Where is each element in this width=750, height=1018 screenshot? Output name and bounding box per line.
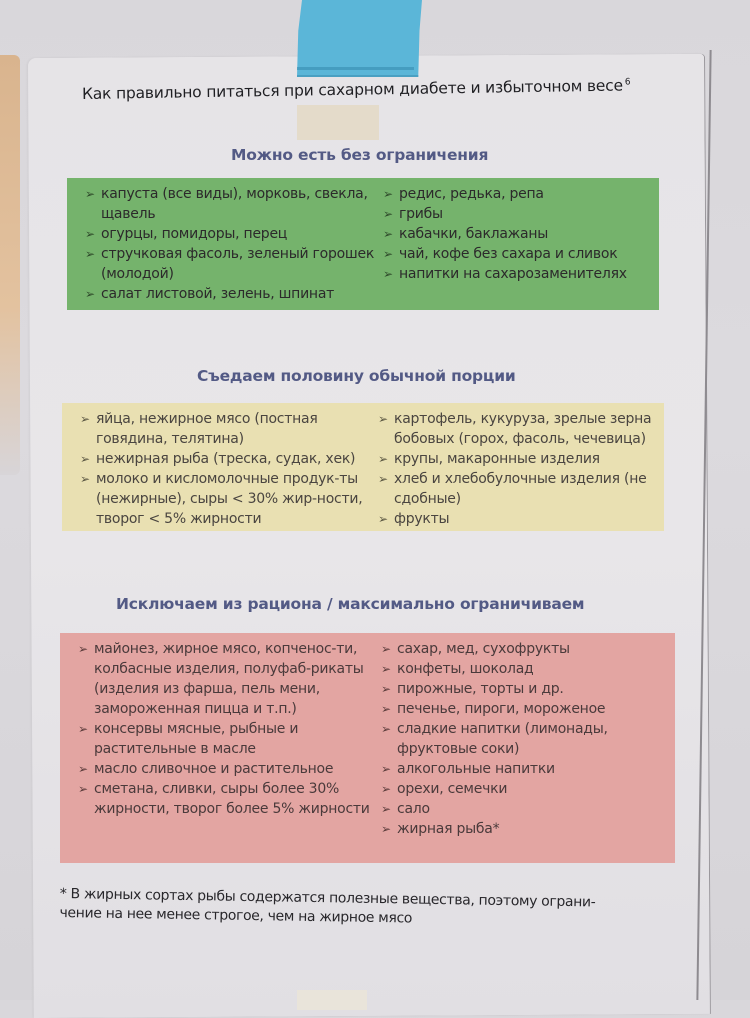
list-item (80, 409, 378, 449)
footnote (59, 885, 700, 933)
arrowhead-bullet-icon: ➢ (383, 227, 393, 241)
list-item (85, 184, 383, 224)
section-box-unlimited (67, 178, 659, 310)
list-item-text: фрукты (394, 511, 450, 527)
list-item-text: чай, кофе без сахара и сливок (399, 246, 618, 262)
section-heading-half-portion: Съедаем половину обычной порции (197, 367, 516, 385)
list-item (383, 224, 649, 244)
list-item (381, 639, 665, 659)
list-item (381, 699, 665, 719)
list-item-text: яйца, нежирное мясо (постная говядина, телятина) (96, 411, 318, 447)
arrowhead-bullet-icon: ➢ (378, 452, 388, 466)
list-item (78, 759, 381, 779)
list-item (85, 224, 383, 244)
list-item-text: сметана, сливки, сыры более 30% жирности, творог более 5% жирности (94, 781, 370, 817)
list-item (378, 449, 654, 469)
list-right-exclude (381, 639, 665, 857)
list-item-text: пирожные, торты и др. (397, 681, 564, 697)
list-item-text: алкогольные напитки (397, 761, 555, 777)
arrowhead-bullet-icon: ➢ (378, 512, 388, 526)
list-item (78, 779, 381, 819)
list-left-half-portion (80, 409, 378, 525)
list-item-text: консервы мясные, рыбные и растительные в масле (94, 721, 299, 757)
arrowhead-bullet-icon: ➢ (85, 287, 95, 301)
list-item-text: майонез, жирное мясо, копченос-ти, колбасные изделия, полуфаб-рикаты (изделия из фарша, пель мени, замороженная пицца и т.п.) (94, 641, 364, 717)
arrowhead-bullet-icon: ➢ (381, 722, 391, 736)
arrowhead-bullet-icon: ➢ (80, 472, 90, 486)
list-item (78, 639, 381, 719)
list-item (378, 409, 654, 449)
list-item-text: стручковая фасоль, зеленый горошек (молодой) (101, 246, 375, 282)
arrowhead-bullet-icon: ➢ (78, 782, 88, 796)
arrowhead-bullet-icon: ➢ (381, 682, 391, 696)
list-item (80, 449, 378, 469)
arrowhead-bullet-icon: ➢ (80, 452, 90, 466)
arrowhead-bullet-icon: ➢ (80, 412, 90, 426)
list-item (381, 719, 665, 759)
list-item-text: крупы, макаронные изделия (394, 451, 600, 467)
section-heading-exclude: Исключаем из рациона / максимально ограничиваем (116, 595, 585, 613)
list-item-text: кабачки, баклажаны (399, 226, 549, 242)
arrowhead-bullet-icon: ➢ (381, 762, 391, 776)
arrowhead-bullet-icon: ➢ (383, 247, 393, 261)
arrowhead-bullet-icon: ➢ (85, 247, 95, 261)
arrowhead-bullet-icon: ➢ (78, 642, 88, 656)
list-item-text: напитки на сахарозаменителях (399, 266, 627, 282)
list-left-exclude (78, 639, 381, 857)
list-item-text: конфеты, шоколад (397, 661, 534, 677)
footnote-line-1: * В жирных сортах рыбы содержатся полезные вещества, поэтому ограни- (59, 885, 596, 911)
list-item (381, 679, 665, 699)
list-item-text: картофель, кукуруза, зрелые зерна бобовых (горох, фасоль, чечевица) (394, 411, 652, 447)
list-item-text: хлеб и хлебобулочные изделия (не сдобные) (394, 471, 647, 507)
list-left-unlimited (85, 184, 383, 304)
arrowhead-bullet-icon: ➢ (381, 782, 391, 796)
arrowhead-bullet-icon: ➢ (85, 187, 95, 201)
arrowhead-bullet-icon: ➢ (383, 267, 393, 281)
section-heading-unlimited: Можно есть без ограничения (231, 146, 489, 164)
section-box-half-portion (62, 403, 664, 531)
arrowhead-bullet-icon: ➢ (383, 187, 393, 201)
arrowhead-bullet-icon: ➢ (381, 642, 391, 656)
list-item-text: огурцы, помидоры, перец (101, 226, 288, 242)
list-item (381, 779, 665, 799)
arrowhead-bullet-icon: ➢ (78, 762, 88, 776)
list-item-text: сало (397, 801, 430, 817)
list-item-text: сахар, мед, сухофрукты (397, 641, 570, 657)
section-box-exclude (60, 633, 675, 863)
list-item-text: молоко и кисломолочные продук-ты (нежирные), сыры < 30% жир-ности, творог < 5% жирности (96, 471, 363, 527)
list-item (383, 184, 649, 204)
list-item (381, 819, 665, 839)
list-item (378, 469, 654, 509)
list-item-text: капуста (все виды), морковь, свекла, щавель (101, 186, 368, 222)
document-title-text: Как правильно питаться при сахарном диабете и избыточном весе (81, 76, 623, 103)
list-item (381, 659, 665, 679)
document-title (82, 76, 682, 103)
arrowhead-bullet-icon: ➢ (381, 662, 391, 676)
list-item-text: салат листовой, зелень, шпинат (101, 286, 335, 302)
arrowhead-bullet-icon: ➢ (383, 207, 393, 221)
arrowhead-bullet-icon: ➢ (85, 227, 95, 241)
list-item (381, 759, 665, 779)
arrowhead-bullet-icon: ➢ (378, 412, 388, 426)
list-item-text: грибы (399, 206, 443, 222)
list-item (80, 469, 378, 529)
list-right-half-portion (378, 409, 654, 525)
arrowhead-bullet-icon: ➢ (378, 472, 388, 486)
list-item (85, 244, 383, 284)
arrowhead-bullet-icon: ➢ (78, 722, 88, 736)
list-item (78, 719, 381, 759)
arrowhead-bullet-icon: ➢ (381, 702, 391, 716)
footnote-reference: 6 (624, 77, 631, 88)
list-item-text: редис, редька, репа (399, 186, 544, 202)
list-item (383, 264, 649, 284)
list-item (378, 509, 654, 529)
list-item-text: печенье, пироги, мороженое (397, 701, 606, 717)
list-item-text: нежирная рыба (треска, судак, хек) (96, 451, 356, 467)
list-item-text: орехи, семечки (397, 781, 508, 797)
arrowhead-bullet-icon: ➢ (381, 802, 391, 816)
list-item (381, 799, 665, 819)
list-item (85, 284, 383, 304)
arrowhead-bullet-icon: ➢ (381, 822, 391, 836)
list-item-text: жирная рыба* (397, 821, 500, 837)
list-item-text: масло сливочное и растительное (94, 761, 334, 777)
list-item (383, 244, 649, 264)
list-item (383, 204, 649, 224)
footnote-line-2: чение на нее менее строгое, чем на жирное мясо (59, 904, 413, 927)
list-right-unlimited (383, 184, 649, 304)
list-item-text: сладкие напитки (лимонады, фруктовые соки) (397, 721, 608, 757)
